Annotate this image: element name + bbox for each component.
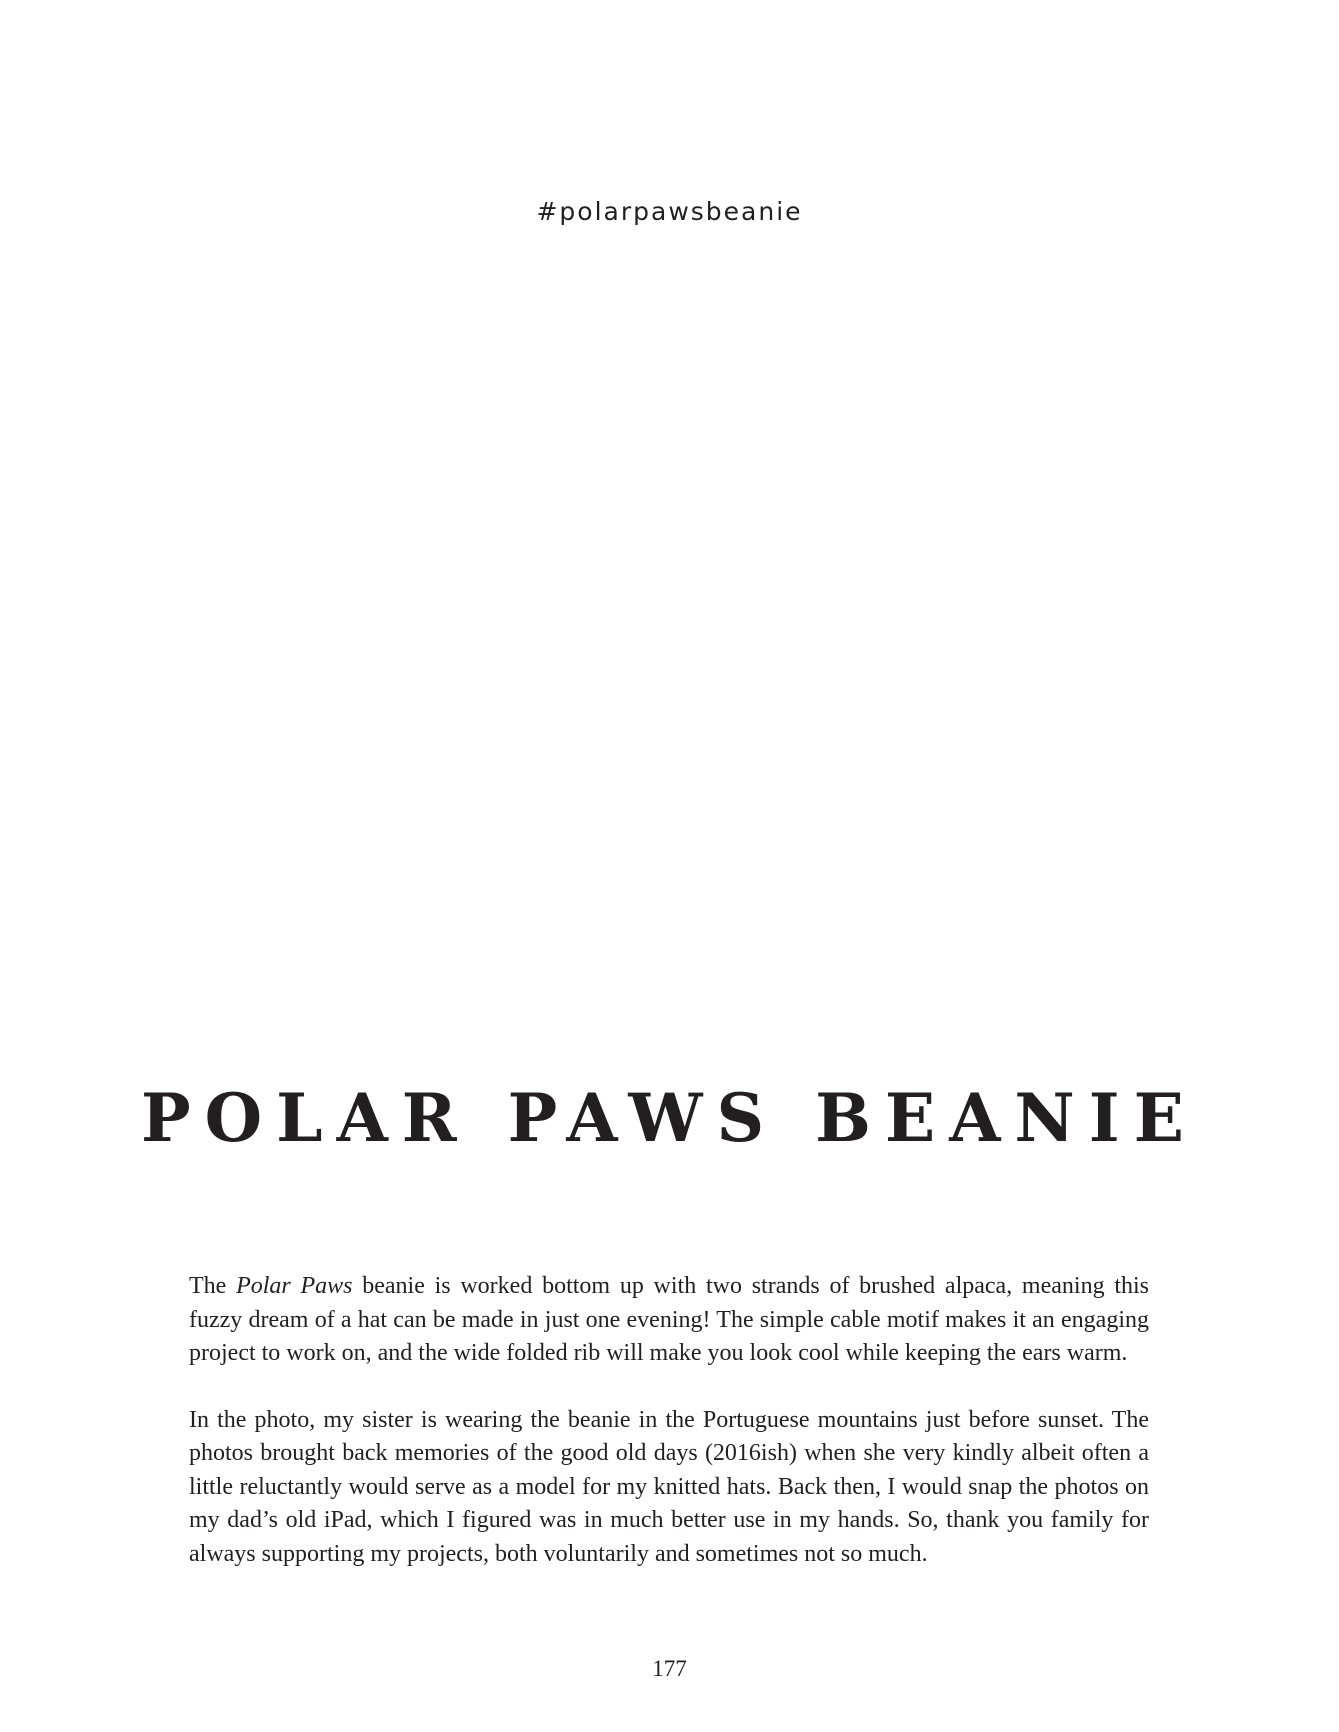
paragraph-intro	[189, 1270, 1149, 1371]
paragraph-story: In the photo, my sister is wearing the beanie in the Portuguese mountains just before sunset. The photos brought back memories of the good old days (2016ish) when she very kindly albeit often a little reluctantly would serve as a model for my knitted hats. Back then, I would snap the photos on my dad’s old iPad, which I figured was in much better use in my hands. So, thank you family for always supporting my projects, both voluntarily and sometimes not so much.	[189, 1406, 1149, 1567]
body-text	[189, 1270, 1149, 1604]
page-hashtag: #polarpawsbeanie	[536, 197, 803, 226]
paragraph-intro-start: The	[189, 1273, 237, 1299]
pattern-name: Polar Paws	[236, 1273, 353, 1299]
page-title: POLAR PAWS BEANIE	[141, 1079, 1198, 1157]
paragraph-intro-rest: beanie is worked bottom up with two strands of brushed alpaca, meaning this fuzzy dream of a hat can be made in just one evening! The simple cable motif makes it an engaging project to work on, and the wide folded rib will make you look cool while keeping the ears warm.	[189, 1273, 1149, 1366]
page-number: 177	[652, 1656, 687, 1681]
